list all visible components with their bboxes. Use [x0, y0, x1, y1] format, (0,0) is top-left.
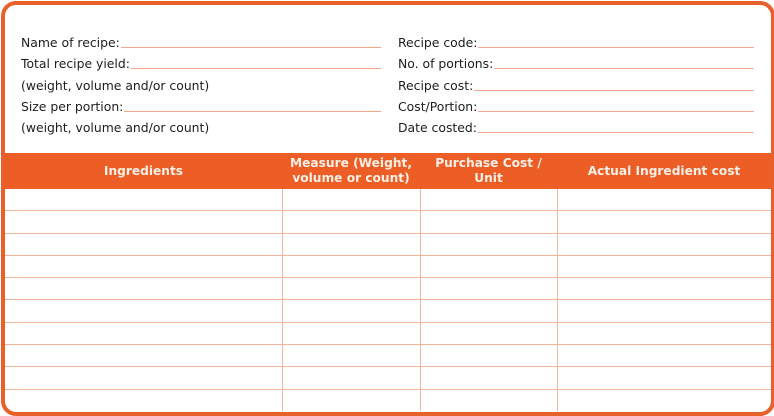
recipe-info-left-column: [21, 29, 381, 135]
size-per-portion-input[interactable]: [124, 96, 381, 112]
recipe-info-section: [5, 5, 771, 153]
column-header-actual-ingredient-cost: Actual Ingredient cost: [557, 153, 771, 189]
actual-cost-cell[interactable]: [557, 300, 771, 322]
ingredient-cell[interactable]: [5, 345, 282, 367]
purchase-cost-cell[interactable]: [420, 233, 557, 255]
purchase-cost-cell[interactable]: [420, 211, 557, 233]
table-row: [5, 189, 771, 211]
field-recipe-cost: [398, 71, 754, 92]
ingredient-cell[interactable]: [5, 322, 282, 344]
field-total-recipe-yield: [21, 50, 381, 71]
actual-cost-cell[interactable]: [557, 345, 771, 367]
table-row: [5, 255, 771, 277]
table-header-row: [5, 153, 771, 189]
measure-cell[interactable]: [282, 389, 420, 411]
ingredient-cell[interactable]: [5, 211, 282, 233]
purchase-cost-cell[interactable]: [420, 189, 557, 211]
measure-cell[interactable]: [282, 300, 420, 322]
purchase-cost-cell[interactable]: [420, 367, 557, 389]
field-label: Total recipe yield:: [21, 56, 130, 72]
ingredient-cell[interactable]: [5, 255, 282, 277]
total-recipe-yield-input[interactable]: [131, 53, 381, 69]
date-costed-input[interactable]: [478, 117, 754, 133]
measure-cell[interactable]: [282, 211, 420, 233]
table-row: [5, 367, 771, 389]
recipe-info-right-column: [398, 29, 754, 135]
ingredient-cell[interactable]: [5, 300, 282, 322]
field-cost-per-portion: [398, 93, 754, 114]
purchase-cost-cell[interactable]: [420, 255, 557, 277]
column-header-ingredients: Ingredients: [5, 153, 282, 189]
table-row: [5, 211, 771, 233]
actual-cost-cell[interactable]: [557, 322, 771, 344]
field-label: Cost/Portion:: [398, 98, 478, 114]
purchase-cost-cell[interactable]: [420, 345, 557, 367]
yield-hint-text: (weight, volume and/or count): [21, 77, 210, 93]
table-row: [5, 345, 771, 367]
column-header-measure: Measure (Weight, volume or count): [282, 153, 420, 189]
field-label: Recipe code:: [398, 35, 478, 51]
measure-cell[interactable]: [282, 345, 420, 367]
field-portion-hint: [21, 114, 381, 135]
purchase-cost-cell[interactable]: [420, 389, 557, 411]
table-row: [5, 233, 771, 255]
actual-cost-cell[interactable]: [557, 389, 771, 411]
table-row: [5, 300, 771, 322]
ingredient-cell[interactable]: [5, 233, 282, 255]
field-label: No. of portions:: [398, 56, 494, 72]
measure-cell[interactable]: [282, 278, 420, 300]
recipe-cost-input[interactable]: [474, 75, 754, 91]
actual-cost-cell[interactable]: [557, 211, 771, 233]
actual-cost-cell[interactable]: [557, 278, 771, 300]
field-size-per-portion: [21, 93, 381, 114]
measure-cell[interactable]: [282, 367, 420, 389]
ingredient-cell[interactable]: [5, 389, 282, 411]
field-label: Date costed:: [398, 119, 477, 135]
table-row: [5, 278, 771, 300]
field-recipe-code: [398, 29, 754, 50]
measure-cell[interactable]: [282, 189, 420, 211]
cost-per-portion-input[interactable]: [478, 96, 754, 112]
field-no-of-portions: [398, 50, 754, 71]
no-of-portions-input[interactable]: [494, 53, 754, 69]
column-header-purchase-cost-unit: Purchase Cost / Unit: [420, 153, 557, 189]
actual-cost-cell[interactable]: [557, 189, 771, 211]
purchase-cost-cell[interactable]: [420, 278, 557, 300]
ingredient-cell[interactable]: [5, 367, 282, 389]
measure-cell[interactable]: [282, 255, 420, 277]
measure-cell[interactable]: [282, 233, 420, 255]
name-of-recipe-input[interactable]: [121, 32, 381, 48]
ingredient-cell[interactable]: [5, 278, 282, 300]
field-name-of-recipe: [21, 29, 381, 50]
portion-hint-text: (weight, volume and/or count): [21, 119, 210, 135]
actual-cost-cell[interactable]: [557, 255, 771, 277]
ingredients-table-section: [5, 153, 771, 411]
table-row: [5, 389, 771, 411]
actual-cost-cell[interactable]: [557, 367, 771, 389]
field-yield-hint: [21, 71, 381, 92]
measure-cell[interactable]: [282, 322, 420, 344]
table-row: [5, 322, 771, 344]
ingredient-cell[interactable]: [5, 189, 282, 211]
actual-cost-cell[interactable]: [557, 233, 771, 255]
recipe-costing-card: [1, 1, 774, 416]
ingredients-table: [5, 153, 771, 411]
field-label: Name of recipe:: [21, 35, 120, 51]
purchase-cost-cell[interactable]: [420, 300, 557, 322]
field-label: Recipe cost:: [398, 77, 474, 93]
field-date-costed: [398, 114, 754, 135]
field-label: Size per portion:: [21, 98, 124, 114]
purchase-cost-cell[interactable]: [420, 322, 557, 344]
recipe-code-input[interactable]: [478, 32, 754, 48]
